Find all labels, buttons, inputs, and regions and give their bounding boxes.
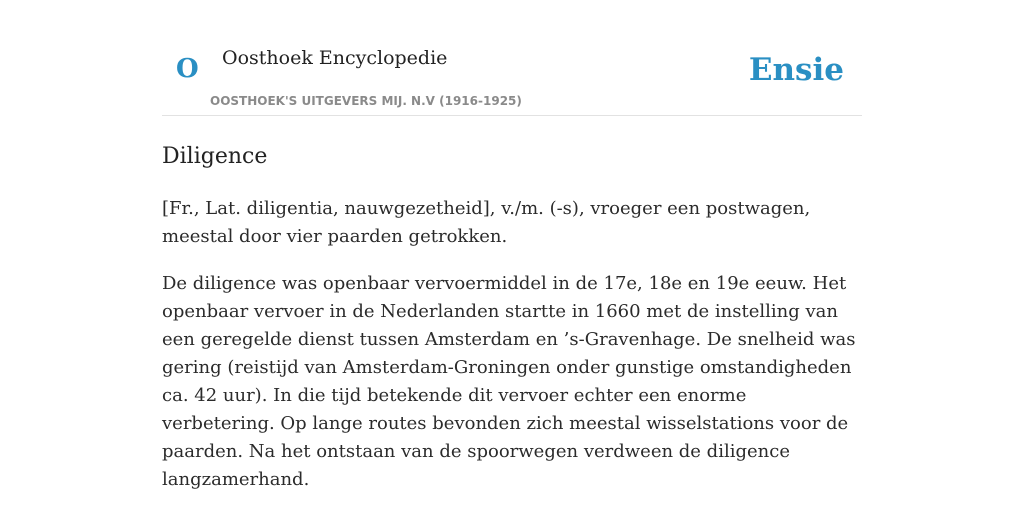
entry-definition: [Fr., Lat. diligentia, nauwgezetheid], v./m. (-s), vroeger een postwagen, meestal door vier paarden getrokken. bbox=[162, 198, 811, 247]
encyclopedia-page bbox=[162, 0, 862, 494]
ensie-brand-logo[interactable]: Ensie bbox=[748, 52, 844, 88]
source-title-link[interactable]: Oosthoek Encyclopedie bbox=[222, 47, 448, 69]
entry-title: Diligence bbox=[162, 144, 268, 169]
source-publisher: OOSTHOEK'S UITGEVERS MIJ. N.V (1916-1925) bbox=[210, 94, 522, 108]
entry-description: De diligence was openbaar vervoermiddel in de 17e, 18e en 19e eeuw. Het openbaar vervoer in de Nederlanden startte in 1660 met de instelling van een geregelde dienst tussen Amsterdam en ’s-Gravenhage. De snelheid was gering (reistijd van Amsterdam-Groningen onder gunstige omstandigheden ca. 42 uur). In die tijd betekende dit vervoer echter een enorme verbetering. Op lange routes bevonden zich meestal wisselstations voor de paarden. Na het ontstaan van de spoorwegen verdween de diligence langzamerhand. bbox=[162, 273, 856, 490]
source-logo[interactable]: O bbox=[176, 54, 199, 84]
source-header bbox=[162, 0, 862, 116]
